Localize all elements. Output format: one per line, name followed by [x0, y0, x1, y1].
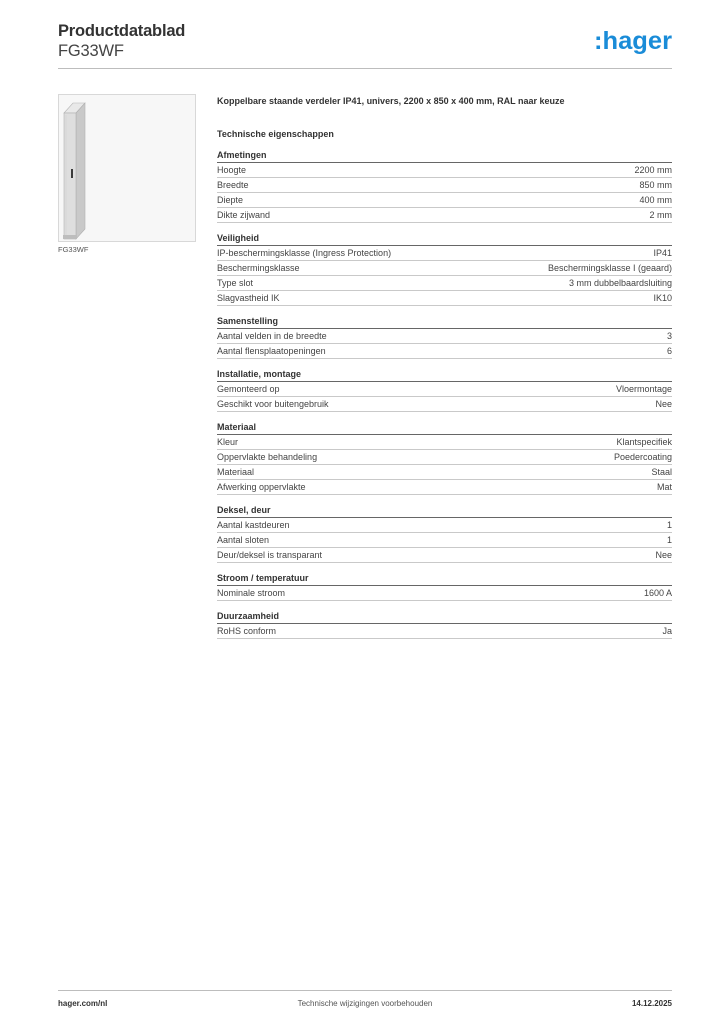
spec-row — [217, 261, 672, 276]
spec-row — [217, 208, 672, 223]
spec-value: 2200 mm — [634, 165, 672, 175]
spec-label: RoHS conform — [217, 626, 277, 636]
spec-label: Nominale stroom — [217, 588, 286, 598]
spec-row — [217, 533, 672, 548]
spec-section — [217, 148, 672, 223]
spec-value: Staal — [651, 467, 672, 477]
spec-row — [217, 465, 672, 480]
spec-label: Gemonteerd op — [217, 384, 280, 394]
spec-value: Mat — [656, 482, 672, 492]
spec-label: Aantal sloten — [217, 535, 270, 545]
image-caption: FG33WF — [58, 245, 89, 254]
footer-date: 14.12.2025 — [631, 999, 672, 1008]
spec-label: Aantal flensplaatopeningen — [217, 346, 326, 356]
spec-row — [217, 382, 672, 397]
spec-value: Nee — [655, 399, 672, 409]
document-title: Productdatablad — [58, 22, 186, 40]
spec-row — [217, 480, 672, 495]
spec-value: 6 — [666, 346, 672, 356]
footer-disclaimer: Technische wijzigingen voorbehouden — [297, 999, 433, 1008]
spec-row — [217, 344, 672, 359]
footer-website: hager.com/nl — [58, 999, 108, 1008]
spec-value: Beschermingsklasse I (geaard) — [547, 263, 672, 273]
product-image — [58, 94, 196, 242]
spec-row — [217, 548, 672, 563]
spec-section — [217, 420, 672, 495]
spec-label: Afwerking oppervlakte — [217, 482, 306, 492]
spec-row — [217, 450, 672, 465]
spec-section — [217, 367, 672, 412]
spec-row — [217, 518, 672, 533]
spec-value: Klantspecifiek — [616, 437, 672, 447]
hager-logo — [594, 26, 672, 56]
header-divider — [58, 68, 672, 69]
spec-label: Hoogte — [217, 165, 247, 175]
spec-row — [217, 329, 672, 344]
spec-label: Aantal kastdeuren — [217, 520, 290, 530]
spec-value: Ja — [662, 626, 672, 636]
spec-value: 3 mm dubbelbaardsluiting — [568, 278, 672, 288]
section-title: Installatie, montage — [217, 367, 672, 382]
spec-row — [217, 276, 672, 291]
spec-label: Breedte — [217, 180, 249, 190]
spec-value: 1 — [666, 535, 672, 545]
page-header — [58, 20, 672, 68]
section-title: Afmetingen — [217, 148, 672, 163]
spec-label: Aantal velden in de breedte — [217, 331, 327, 341]
spec-row — [217, 435, 672, 450]
spec-label: Oppervlakte behandeling — [217, 452, 318, 462]
spec-label: Diepte — [217, 195, 244, 205]
spec-label: Beschermingsklasse — [217, 263, 300, 273]
spec-value: 1 — [666, 520, 672, 530]
spec-label: Materiaal — [217, 467, 255, 477]
section-title: Samenstelling — [217, 314, 672, 329]
spec-label: Kleur — [217, 437, 239, 447]
section-title: Deksel, deur — [217, 503, 672, 518]
spec-value: IK10 — [653, 293, 672, 303]
spec-label: Type slot — [217, 278, 254, 288]
spec-label: Deur/deksel is transparant — [217, 550, 323, 560]
spec-label: IP-beschermingsklasse (Ingress Protection) — [217, 248, 392, 258]
spec-section — [217, 571, 672, 601]
product-description: Koppelbare staande verdeler IP41, univers, 2200 x 850 x 400 mm, RAL naar keuze — [217, 96, 565, 106]
section-title: Materiaal — [217, 420, 672, 435]
spec-section — [217, 609, 672, 639]
spec-value: IP41 — [653, 248, 672, 258]
spec-row — [217, 624, 672, 639]
spec-row — [217, 163, 672, 178]
product-content — [217, 94, 672, 647]
section-title: Stroom / temperatuur — [217, 571, 672, 586]
spec-row — [217, 397, 672, 412]
spec-section — [217, 231, 672, 306]
spec-row — [217, 193, 672, 208]
page-footer — [58, 990, 672, 1011]
spec-value: 1600 A — [643, 588, 672, 598]
section-title: Veiligheid — [217, 231, 672, 246]
product-code: FG33WF — [58, 42, 124, 60]
spec-row — [217, 586, 672, 601]
spec-label: Slagvastheid IK — [217, 293, 280, 303]
technical-properties-title: Technische eigenschappen — [217, 129, 334, 139]
spec-value: 2 mm — [649, 210, 672, 220]
spec-value: Poedercoating — [613, 452, 672, 462]
spec-value: Vloermontage — [615, 384, 672, 394]
spec-row — [217, 291, 672, 306]
spec-sections — [217, 148, 672, 639]
spec-row — [217, 178, 672, 193]
svg-text::hager: :hager — [594, 27, 672, 55]
section-title: Duurzaamheid — [217, 609, 672, 624]
spec-value: 400 mm — [639, 195, 672, 205]
spec-value: Nee — [655, 550, 672, 560]
spec-value: 850 mm — [639, 180, 672, 190]
spec-row — [217, 246, 672, 261]
enclosure-illustration — [59, 95, 195, 241]
spec-value: 3 — [666, 331, 672, 341]
spec-section — [217, 503, 672, 563]
spec-label: Geschikt voor buitengebruik — [217, 399, 329, 409]
spec-label: Dikte zijwand — [217, 210, 271, 220]
spec-section — [217, 314, 672, 359]
